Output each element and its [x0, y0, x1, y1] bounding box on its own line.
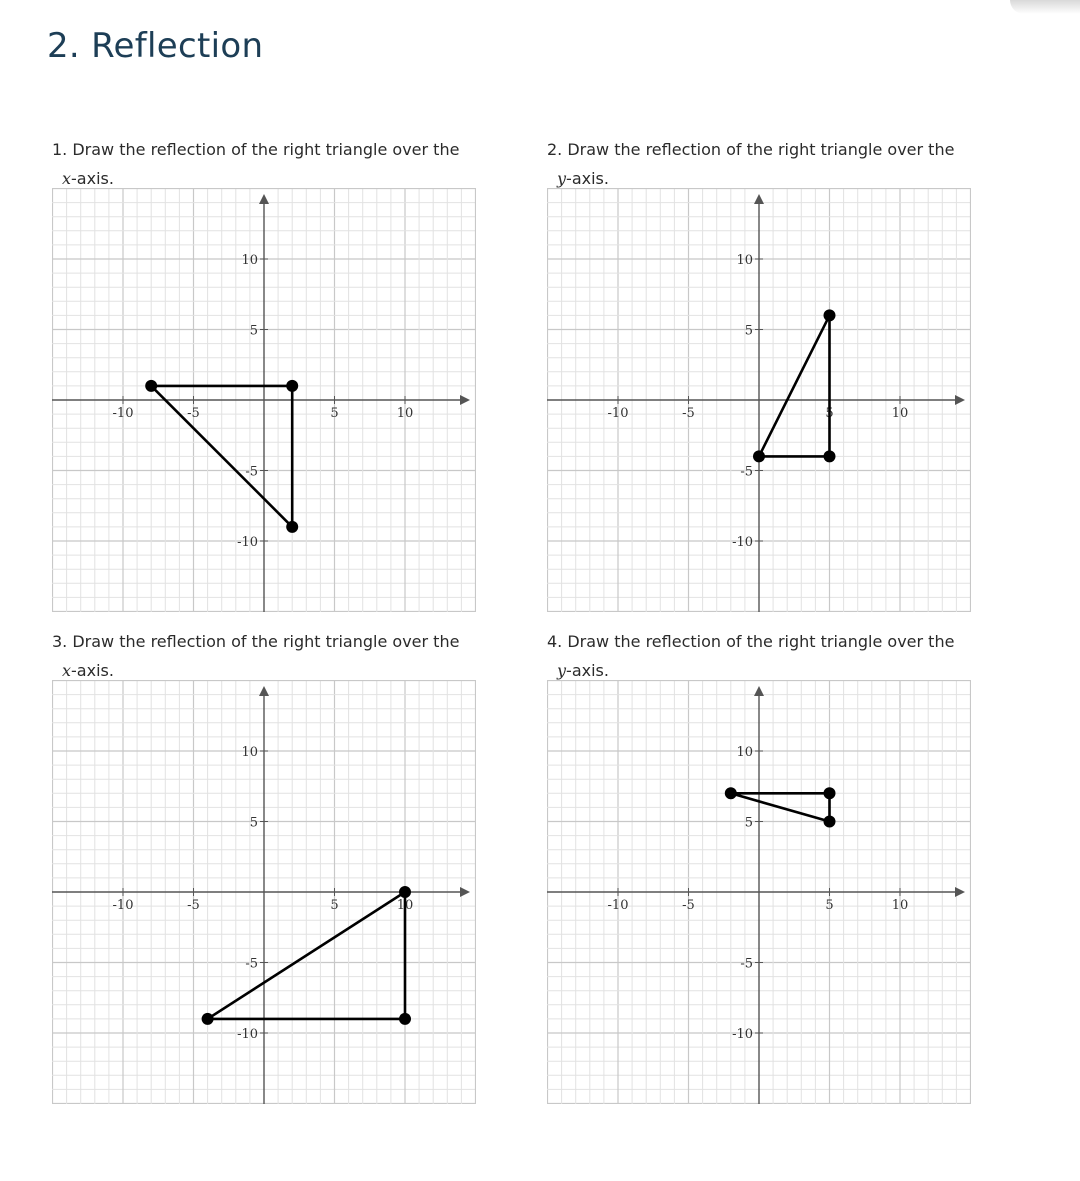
prompt-text: 1. Draw the reflection of the right triangle over the: [52, 140, 460, 159]
corner-shade: [1010, 0, 1080, 14]
x-tick-label: -5: [682, 406, 695, 421]
y-tick-label: -5: [740, 464, 753, 480]
y-tick-label: 10: [736, 253, 753, 268]
coordinate-grid: [547, 680, 971, 1104]
y-tick-label: 10: [736, 745, 753, 760]
x-tick-label: 5: [330, 406, 339, 421]
x-tick-label: 5: [330, 898, 339, 913]
prompt-text: 2. Draw the reflection of the right triangle over the: [547, 140, 955, 159]
y-tick-label: 10: [241, 253, 258, 268]
x-tick-label: 5: [825, 898, 834, 913]
y-tick-label: -5: [245, 464, 258, 480]
x-tick-label: -10: [607, 406, 629, 421]
y-tick-label: -10: [237, 1027, 258, 1042]
problem-prompt: [547, 135, 987, 193]
x-tick-label: 10: [396, 406, 414, 421]
problem-prompt: [547, 627, 987, 685]
coordinate-grid: [52, 188, 476, 612]
x-tick-label: -10: [607, 898, 629, 913]
triangle-vertex: [725, 787, 737, 799]
axis-variable: y: [557, 169, 567, 188]
y-tick-label: -10: [732, 1027, 753, 1042]
y-tick-label: 5: [744, 815, 753, 831]
axis-variable: x: [62, 169, 72, 188]
section-title: 2. Reflection: [47, 26, 264, 66]
axis-variable: y: [557, 661, 567, 680]
triangle-vertex: [824, 450, 836, 462]
triangle-vertex: [824, 787, 836, 799]
x-tick-label: 10: [891, 406, 909, 421]
x-tick-label: -10: [112, 406, 134, 421]
coordinate-grid: [547, 188, 971, 612]
axis-suffix: -axis.: [566, 661, 609, 680]
triangle-vertex: [399, 1013, 411, 1025]
axis-suffix: -axis.: [71, 169, 114, 188]
problem-prompt: [52, 135, 492, 193]
x-tick-label: 10: [891, 898, 909, 913]
x-tick-label: 5: [825, 406, 834, 421]
y-tick-label: -10: [732, 535, 753, 550]
triangle-vertex: [202, 1013, 214, 1025]
triangle-vertex: [824, 309, 836, 321]
axis-variable: x: [62, 661, 72, 680]
y-tick-label: -5: [740, 956, 753, 972]
x-tick-label: -5: [682, 898, 695, 913]
y-tick-label: 10: [241, 745, 258, 760]
x-tick-label: -5: [187, 898, 200, 913]
problem-prompt: [52, 627, 492, 685]
x-tick-label: 10: [396, 898, 414, 913]
y-tick-label: 5: [249, 323, 258, 339]
x-tick-label: -5: [187, 406, 200, 421]
triangle-vertex: [286, 380, 298, 392]
y-tick-label: 5: [249, 815, 258, 831]
triangle-vertex: [753, 450, 765, 462]
triangle-vertex: [824, 816, 836, 828]
triangle-vertex: [286, 521, 298, 533]
axis-suffix: -axis.: [566, 169, 609, 188]
y-tick-label: -10: [237, 535, 258, 550]
x-tick-label: -10: [112, 898, 134, 913]
axis-suffix: -axis.: [71, 661, 114, 680]
triangle-vertex: [145, 380, 157, 392]
triangle-vertex: [399, 886, 411, 898]
prompt-text: 4. Draw the reflection of the right triangle over the: [547, 632, 955, 651]
y-tick-label: -5: [245, 956, 258, 972]
y-tick-label: 5: [744, 323, 753, 339]
coordinate-grid: [52, 680, 476, 1104]
prompt-text: 3. Draw the reflection of the right triangle over the: [52, 632, 460, 651]
